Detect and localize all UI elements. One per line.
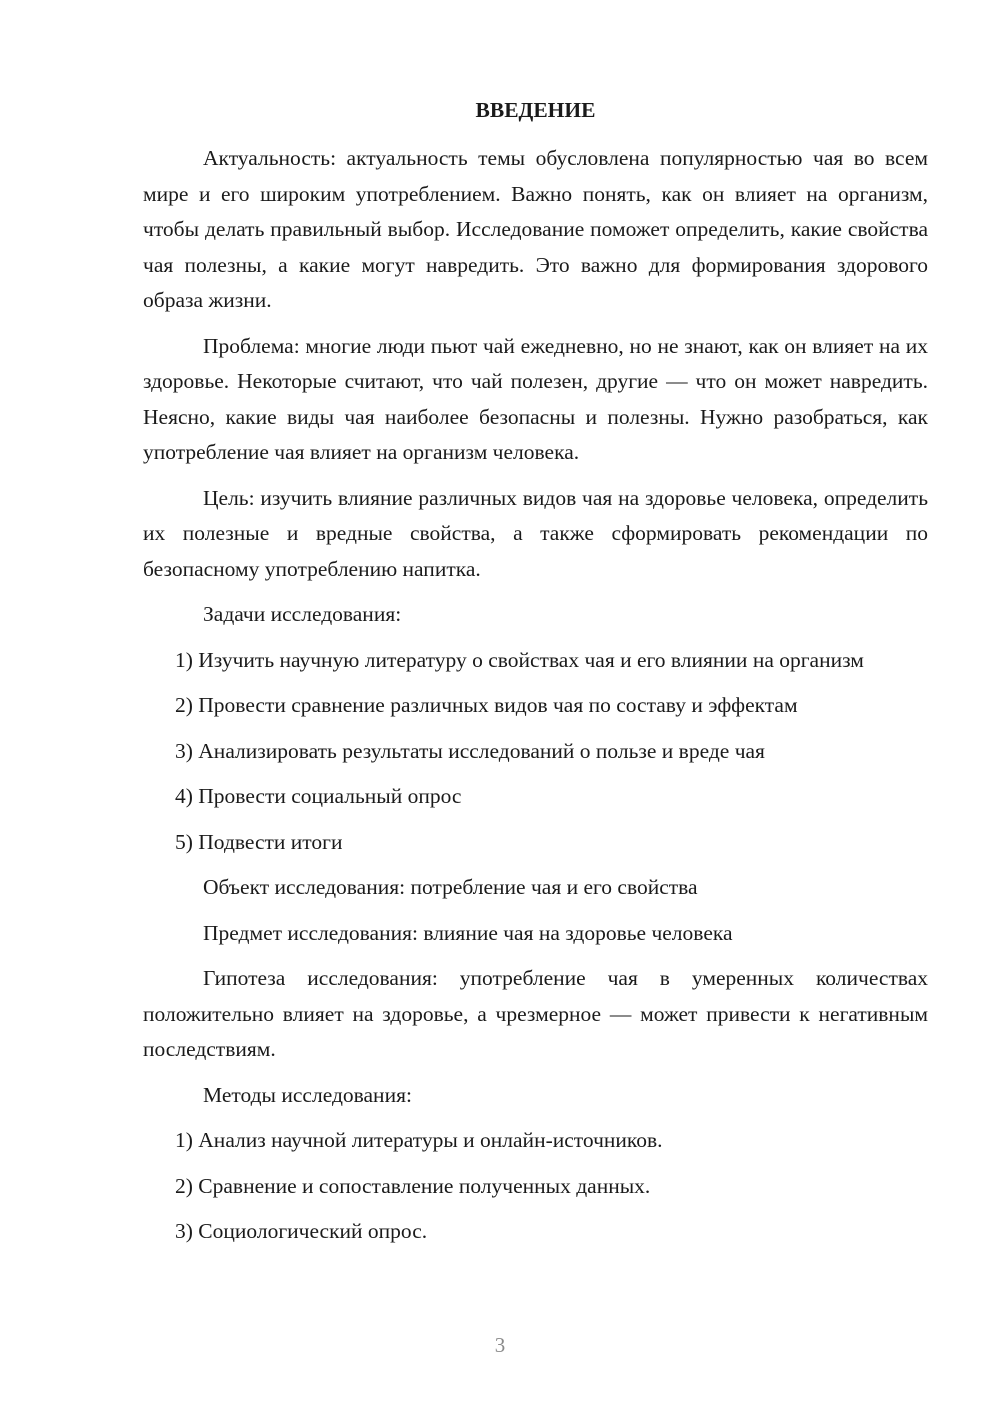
- document-page: [143, 93, 928, 1260]
- method-item-2: 2) Сравнение и сопоставление полученных данных.: [175, 1173, 651, 1198]
- method-item-1: 1) Анализ научной литературы и онлайн-источников.: [175, 1128, 663, 1152]
- section-heading: ВВЕДЕНИЕ: [475, 98, 596, 122]
- page-number: 3: [494, 1333, 506, 1357]
- relevance-paragraph: Актуальность: актуальность темы обусловлена популярностью чая во всем мире и его широким употреблением. Важно понять, как он влияет на организм, чтобы делать правильный выбор. Исследование поможет определить, какие свойства чая полезны, а какие могут навредить. Это важно для формирования здорового образа жизни.: [143, 146, 928, 312]
- problem-paragraph: Проблема: многие люди пьют чай ежедневно, но не знают, как он влияет на их здоровье. Некоторые считают, что чай полезен, другие — что он может навредить. Неясно, какие виды чая наиболее безопасны и полезны. Нужно разобраться, как употребление чая влияет на организм человека.: [143, 333, 928, 464]
- subject-paragraph: Предмет исследования: влияние чая на здоровье человека: [203, 920, 733, 945]
- task-item-3: 3) Анализировать результаты исследований о пользе и вреде чая: [175, 738, 765, 763]
- task-item-1: 1) Изучить научную литературу о свойствах чая и его влиянии на организм: [175, 647, 864, 672]
- task-item-2: 2) Провести сравнение различных видов чая по составу и эффектам: [175, 693, 798, 717]
- task-item-5: 5) Подвести итоги: [175, 829, 343, 854]
- object-paragraph: Объект исследования: потребление чая и его свойства: [203, 875, 698, 899]
- goal-paragraph: Цель: изучить влияние различных видов чая на здоровье человека, определить их полезные и вредные свойства, а также сформировать рекомендации по безопасному употреблению напитка.: [143, 485, 928, 581]
- methods-title: Методы исследования:: [203, 1082, 412, 1107]
- task-item-4: 4) Провести социальный опрос: [175, 784, 462, 808]
- method-item-3: 3) Социологический опрос.: [175, 1219, 428, 1243]
- tasks-title: Задачи исследования:: [203, 602, 402, 626]
- hypothesis-paragraph: Гипотеза исследования: употребление чая в умеренных количествах положительно влияет на здоровье, а чрезмерное — может привести к негативным последствиям.: [143, 966, 928, 1061]
